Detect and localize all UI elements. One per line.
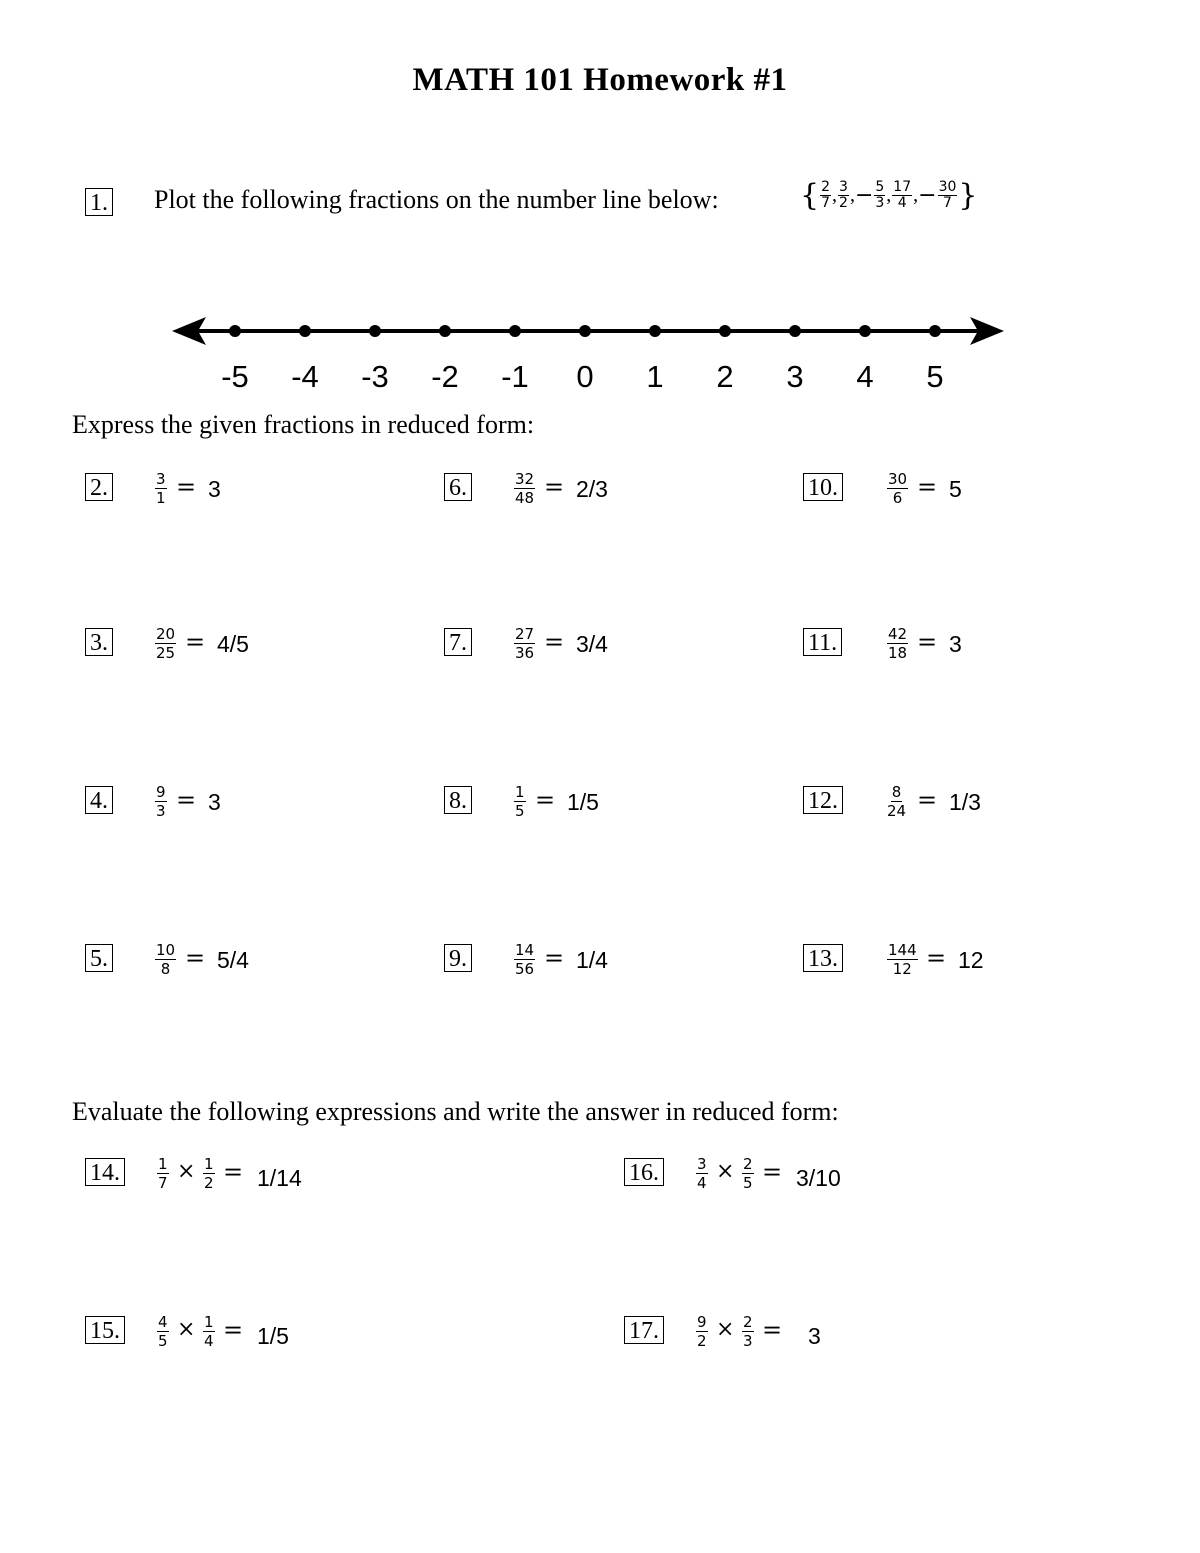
tick-label: 2 — [716, 359, 734, 394]
denominator: 1 — [156, 489, 166, 507]
times-sign: × — [716, 1159, 735, 1184]
problem-fraction — [514, 942, 535, 977]
answer-text: 4/5 — [217, 631, 249, 657]
answer-text: 5/4 — [217, 947, 249, 973]
tick-label: 5 — [926, 359, 944, 394]
equals-sign: = — [185, 628, 206, 656]
times-sign: × — [177, 1159, 196, 1184]
numerator: 3 — [839, 179, 848, 195]
section-heading-reduce: Express the given fractions in reduced form: — [72, 410, 535, 439]
factor-fraction — [203, 1314, 215, 1349]
tick-dot — [369, 325, 381, 337]
open-brace: { — [800, 178, 820, 213]
numerator: 1 — [515, 783, 525, 801]
denominator: 12 — [892, 960, 912, 978]
problem-number: 6. — [444, 473, 472, 501]
denominator: 7 — [943, 195, 952, 211]
numerator: 42 — [888, 625, 908, 643]
tick-label: 1 — [646, 359, 664, 394]
numerator: 144 — [888, 941, 917, 959]
numerator: 5 — [875, 179, 885, 195]
tick-label: -1 — [501, 359, 529, 394]
denominator: 7 — [158, 1174, 168, 1192]
denominator: 6 — [892, 489, 903, 507]
numerator: 2 — [743, 1155, 753, 1173]
denominator: 3 — [875, 195, 885, 211]
problem-number: 12. — [803, 786, 843, 814]
tick-dot — [509, 325, 521, 337]
denominator: 4 — [697, 1174, 707, 1192]
denominator: 5 — [743, 1174, 753, 1192]
numerator: 32 — [515, 470, 535, 488]
equals-sign: = — [762, 1158, 783, 1186]
denominator: 24 — [887, 802, 907, 820]
tick-dot — [439, 325, 451, 337]
comma: , — [832, 184, 838, 206]
tick-label: -5 — [221, 359, 249, 394]
problem-number: 9. — [444, 944, 472, 972]
tick-label: -3 — [361, 359, 389, 394]
denominator: 2 — [204, 1174, 214, 1192]
numerator: 1 — [204, 1155, 214, 1173]
numerator: 9 — [697, 1313, 707, 1331]
answer-text: 1/3 — [949, 789, 981, 815]
set-fraction — [820, 180, 831, 211]
denominator: 3 — [156, 802, 166, 820]
minus-sign: − — [854, 183, 874, 208]
tick-label: 4 — [856, 359, 874, 394]
denominator: 36 — [515, 644, 535, 662]
tick-dot — [859, 325, 871, 337]
equals-sign: = — [917, 628, 938, 656]
equals-sign: = — [544, 944, 565, 972]
tick-label: 3 — [786, 359, 804, 394]
tick-label: -2 — [431, 359, 459, 394]
numerator: 4 — [158, 1313, 168, 1331]
denominator: 5 — [158, 1332, 168, 1350]
factor-fraction — [696, 1314, 708, 1349]
set-fraction — [874, 180, 885, 211]
factor-fraction — [157, 1156, 169, 1191]
equals-sign: = — [185, 944, 206, 972]
problem-fraction — [514, 626, 535, 661]
problem-number: 13. — [803, 944, 843, 972]
problem-fraction — [514, 784, 526, 819]
problem-number: 17. — [624, 1316, 664, 1344]
problem-number: 14. — [85, 1158, 125, 1186]
denominator: 4 — [204, 1332, 214, 1350]
answer-text: 3 — [949, 631, 962, 657]
problem-number: 16. — [624, 1158, 664, 1186]
answer-text: 5 — [949, 476, 962, 502]
problem-fraction — [887, 471, 908, 506]
problem-fraction — [514, 471, 535, 506]
times-sign: × — [716, 1317, 735, 1342]
numerator: 27 — [515, 625, 535, 643]
page-title: MATH 101 Homework #1 — [412, 62, 788, 98]
denominator: 2 — [697, 1332, 707, 1350]
numerator: 2 — [821, 179, 831, 195]
numerator: 20 — [156, 625, 176, 643]
factor-fraction — [157, 1314, 169, 1349]
numerator: 30 — [938, 179, 957, 195]
problem-fraction — [155, 942, 176, 977]
answer-text: 2/3 — [576, 476, 608, 502]
problem-fraction — [155, 471, 167, 506]
denominator: 8 — [160, 960, 171, 978]
answer-text: 3 — [808, 1323, 821, 1349]
set-fraction — [938, 180, 958, 211]
denominator: 3 — [743, 1332, 753, 1350]
tick-dot — [649, 325, 661, 337]
equals-sign: = — [535, 786, 556, 814]
answer-text: 3 — [208, 789, 221, 815]
numerator: 10 — [156, 941, 176, 959]
set-fraction — [892, 180, 912, 211]
equals-sign: = — [544, 628, 565, 656]
numerator: 1 — [158, 1155, 168, 1173]
answer-text: 1/14 — [257, 1165, 302, 1191]
problem-number: 5. — [85, 944, 113, 972]
denominator: 48 — [515, 489, 535, 507]
numerator: 30 — [888, 470, 908, 488]
equals-sign: = — [917, 473, 938, 501]
problem-number: 7. — [444, 628, 472, 656]
denominator: 4 — [897, 195, 907, 211]
numerator: 14 — [515, 941, 535, 959]
times-sign: × — [177, 1317, 196, 1342]
equals-sign: = — [544, 473, 565, 501]
tick-dot — [229, 325, 241, 337]
comma: , — [913, 184, 919, 206]
denominator: 2 — [839, 195, 848, 211]
problem-number: 1. — [85, 188, 113, 216]
answer-text: 3 — [208, 476, 221, 502]
equals-sign: = — [176, 473, 197, 501]
problem-1-text: Plot the following fractions on the number line below: — [154, 185, 719, 214]
fraction-set — [800, 178, 977, 213]
tick-dot — [929, 325, 941, 337]
comma: , — [886, 184, 892, 206]
factor-fraction — [203, 1156, 215, 1191]
tick-dot — [719, 325, 731, 337]
problem-number: 2. — [85, 473, 113, 501]
equals-sign: = — [223, 1158, 244, 1186]
comma: , — [849, 184, 855, 206]
numerator: 1 — [204, 1313, 214, 1331]
equals-sign: = — [223, 1316, 244, 1344]
numerator: 9 — [156, 783, 166, 801]
answer-text: 12 — [958, 947, 984, 973]
problem-fraction — [155, 784, 167, 819]
tick-dot — [789, 325, 801, 337]
denominator: 5 — [515, 802, 525, 820]
problem-number: 15. — [85, 1316, 125, 1344]
answer-text: 1/5 — [257, 1323, 289, 1349]
equals-sign: = — [176, 786, 197, 814]
denominator: 18 — [888, 644, 908, 662]
section-heading-evaluate: Evaluate the following expressions and write the answer in reduced form: — [72, 1097, 839, 1126]
factor-fraction — [742, 1156, 754, 1191]
denominator: 56 — [515, 960, 535, 978]
numerator: 17 — [893, 179, 912, 195]
set-fraction — [838, 180, 849, 211]
tick-label: -4 — [291, 359, 319, 394]
problem-number: 10. — [803, 473, 843, 501]
problem-fraction — [887, 626, 908, 661]
answer-text: 1/5 — [567, 789, 599, 815]
numerator: 8 — [891, 783, 902, 801]
equals-sign: = — [926, 944, 947, 972]
answer-text: 1/4 — [576, 947, 608, 973]
denominator: 25 — [156, 644, 176, 662]
tick-dot — [579, 325, 591, 337]
equals-sign: = — [762, 1316, 783, 1344]
numerator: 3 — [697, 1155, 707, 1173]
numerator: 2 — [743, 1313, 753, 1331]
answer-text: 3/10 — [796, 1165, 841, 1191]
equals-sign: = — [917, 786, 938, 814]
factor-fraction — [696, 1156, 708, 1191]
tick-label: 0 — [576, 359, 594, 394]
problem-number: 11. — [803, 628, 842, 656]
answer-text: 3/4 — [576, 631, 608, 657]
problem-fraction — [155, 626, 176, 661]
number-line — [160, 305, 1020, 405]
numerator: 3 — [156, 470, 166, 488]
problem-number: 8. — [444, 786, 472, 814]
factor-fraction — [742, 1314, 754, 1349]
problem-number: 3. — [85, 628, 113, 656]
denominator: 7 — [821, 195, 831, 211]
close-brace: } — [958, 178, 978, 213]
problem-fraction — [887, 784, 906, 819]
tick-dot — [299, 325, 311, 337]
problem-number: 4. — [85, 786, 113, 814]
minus-sign: − — [918, 183, 937, 208]
problem-fraction — [887, 942, 918, 977]
